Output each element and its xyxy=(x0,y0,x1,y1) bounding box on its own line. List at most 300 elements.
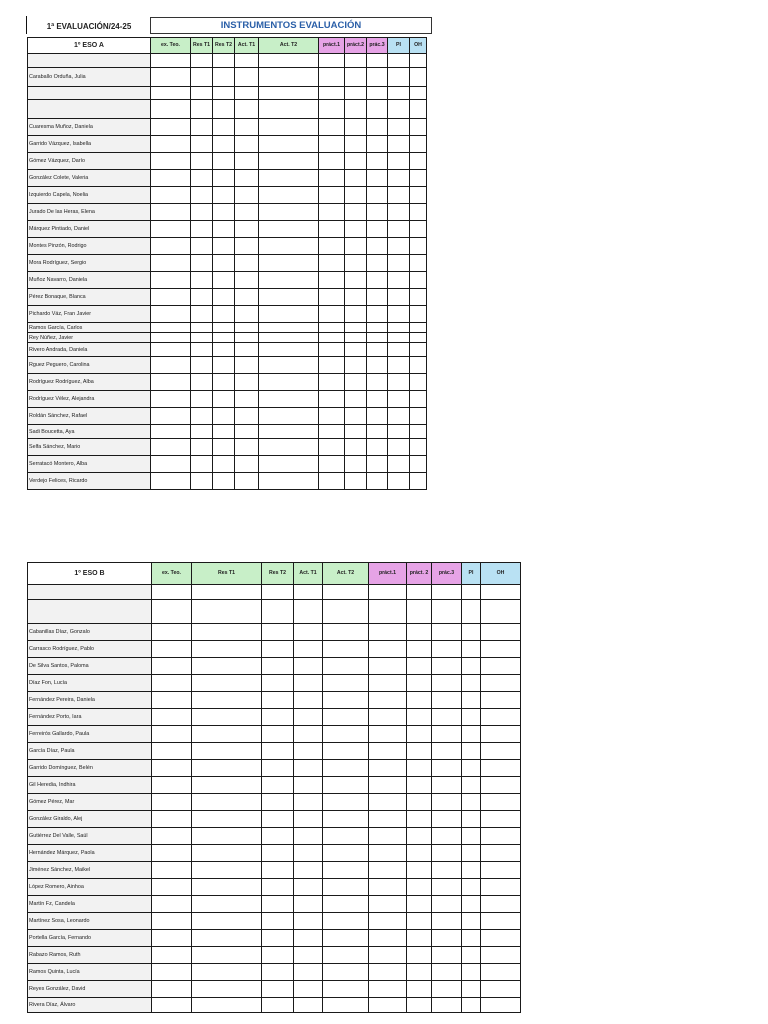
grade-cell[interactable] xyxy=(213,100,235,119)
grade-cell[interactable] xyxy=(407,600,432,624)
grade-cell[interactable] xyxy=(192,947,262,964)
grade-cell[interactable] xyxy=(367,456,388,473)
grade-cell[interactable] xyxy=(369,947,407,964)
grade-cell[interactable] xyxy=(432,760,462,777)
grade-cell[interactable] xyxy=(319,119,345,136)
grade-cell[interactable] xyxy=(345,343,367,357)
grade-cell[interactable] xyxy=(262,964,294,981)
grade-cell[interactable] xyxy=(462,777,481,794)
grade-cell[interactable] xyxy=(152,760,192,777)
grade-cell[interactable] xyxy=(319,170,345,187)
grade-cell[interactable] xyxy=(369,692,407,709)
grade-cell[interactable] xyxy=(462,930,481,947)
grade-cell[interactable] xyxy=(319,343,345,357)
grade-cell[interactable] xyxy=(432,913,462,930)
grade-cell[interactable] xyxy=(388,187,410,204)
grade-cell[interactable] xyxy=(152,675,192,692)
grade-cell[interactable] xyxy=(294,828,323,845)
grade-cell[interactable] xyxy=(259,391,319,408)
grade-cell[interactable] xyxy=(410,391,427,408)
grade-cell[interactable] xyxy=(151,391,191,408)
grade-cell[interactable] xyxy=(345,255,367,272)
grade-cell[interactable] xyxy=(462,624,481,641)
grade-cell[interactable] xyxy=(294,896,323,913)
grade-cell[interactable] xyxy=(151,456,191,473)
grade-cell[interactable] xyxy=(481,743,521,760)
grade-cell[interactable] xyxy=(259,136,319,153)
grade-cell[interactable] xyxy=(319,54,345,68)
grade-cell[interactable] xyxy=(462,600,481,624)
grade-cell[interactable] xyxy=(191,204,213,221)
grade-cell[interactable] xyxy=(323,726,369,743)
grade-cell[interactable] xyxy=(369,777,407,794)
grade-cell[interactable] xyxy=(410,170,427,187)
grade-cell[interactable] xyxy=(191,357,213,374)
grade-cell[interactable] xyxy=(191,119,213,136)
grade-cell[interactable] xyxy=(151,119,191,136)
grade-cell[interactable] xyxy=(262,658,294,675)
grade-cell[interactable] xyxy=(151,187,191,204)
grade-cell[interactable] xyxy=(152,641,192,658)
grade-cell[interactable] xyxy=(294,641,323,658)
grade-cell[interactable] xyxy=(152,947,192,964)
grade-cell[interactable] xyxy=(462,896,481,913)
grade-cell[interactable] xyxy=(345,153,367,170)
grade-cell[interactable] xyxy=(192,585,262,600)
grade-cell[interactable] xyxy=(345,439,367,456)
grade-cell[interactable] xyxy=(432,777,462,794)
grade-cell[interactable] xyxy=(151,204,191,221)
grade-cell[interactable] xyxy=(294,811,323,828)
grade-cell[interactable] xyxy=(407,760,432,777)
grade-cell[interactable] xyxy=(323,794,369,811)
grade-cell[interactable] xyxy=(319,153,345,170)
grade-cell[interactable] xyxy=(432,964,462,981)
grade-cell[interactable] xyxy=(432,930,462,947)
grade-cell[interactable] xyxy=(235,136,259,153)
grade-cell[interactable] xyxy=(345,170,367,187)
grade-cell[interactable] xyxy=(388,391,410,408)
grade-cell[interactable] xyxy=(323,811,369,828)
grade-cell[interactable] xyxy=(213,439,235,456)
grade-cell[interactable] xyxy=(152,930,192,947)
grade-cell[interactable] xyxy=(151,255,191,272)
grade-cell[interactable] xyxy=(388,255,410,272)
grade-cell[interactable] xyxy=(345,204,367,221)
grade-cell[interactable] xyxy=(235,119,259,136)
grade-cell[interactable] xyxy=(369,794,407,811)
grade-cell[interactable] xyxy=(213,221,235,238)
grade-cell[interactable] xyxy=(462,726,481,743)
grade-cell[interactable] xyxy=(345,272,367,289)
grade-cell[interactable] xyxy=(367,170,388,187)
grade-cell[interactable] xyxy=(367,374,388,391)
grade-cell[interactable] xyxy=(367,238,388,255)
grade-cell[interactable] xyxy=(259,439,319,456)
grade-cell[interactable] xyxy=(410,54,427,68)
grade-cell[interactable] xyxy=(294,794,323,811)
grade-cell[interactable] xyxy=(294,692,323,709)
grade-cell[interactable] xyxy=(432,600,462,624)
grade-cell[interactable] xyxy=(235,100,259,119)
grade-cell[interactable] xyxy=(367,323,388,333)
grade-cell[interactable] xyxy=(213,306,235,323)
grade-cell[interactable] xyxy=(319,425,345,439)
grade-cell[interactable] xyxy=(432,692,462,709)
grade-cell[interactable] xyxy=(369,998,407,1013)
grade-cell[interactable] xyxy=(462,862,481,879)
grade-cell[interactable] xyxy=(345,425,367,439)
grade-cell[interactable] xyxy=(235,54,259,68)
grade-cell[interactable] xyxy=(152,726,192,743)
grade-cell[interactable] xyxy=(319,100,345,119)
grade-cell[interactable] xyxy=(345,289,367,306)
grade-cell[interactable] xyxy=(152,862,192,879)
grade-cell[interactable] xyxy=(191,425,213,439)
grade-cell[interactable] xyxy=(151,473,191,490)
grade-cell[interactable] xyxy=(262,811,294,828)
grade-cell[interactable] xyxy=(191,187,213,204)
grade-cell[interactable] xyxy=(235,272,259,289)
grade-cell[interactable] xyxy=(259,204,319,221)
grade-cell[interactable] xyxy=(345,187,367,204)
grade-cell[interactable] xyxy=(410,255,427,272)
grade-cell[interactable] xyxy=(235,391,259,408)
grade-cell[interactable] xyxy=(235,187,259,204)
grade-cell[interactable] xyxy=(345,374,367,391)
grade-cell[interactable] xyxy=(191,408,213,425)
grade-cell[interactable] xyxy=(345,238,367,255)
grade-cell[interactable] xyxy=(481,811,521,828)
grade-cell[interactable] xyxy=(388,119,410,136)
grade-cell[interactable] xyxy=(191,272,213,289)
grade-cell[interactable] xyxy=(191,100,213,119)
grade-cell[interactable] xyxy=(294,624,323,641)
grade-cell[interactable] xyxy=(235,68,259,87)
grade-cell[interactable] xyxy=(410,272,427,289)
grade-cell[interactable] xyxy=(152,600,192,624)
grade-cell[interactable] xyxy=(259,374,319,391)
grade-cell[interactable] xyxy=(345,473,367,490)
grade-cell[interactable] xyxy=(388,323,410,333)
grade-cell[interactable] xyxy=(294,862,323,879)
grade-cell[interactable] xyxy=(323,641,369,658)
grade-cell[interactable] xyxy=(462,743,481,760)
grade-cell[interactable] xyxy=(367,68,388,87)
grade-cell[interactable] xyxy=(192,709,262,726)
grade-cell[interactable] xyxy=(235,374,259,391)
grade-cell[interactable] xyxy=(319,238,345,255)
grade-cell[interactable] xyxy=(259,238,319,255)
grade-cell[interactable] xyxy=(152,692,192,709)
grade-cell[interactable] xyxy=(432,709,462,726)
grade-cell[interactable] xyxy=(407,709,432,726)
grade-cell[interactable] xyxy=(367,136,388,153)
grade-cell[interactable] xyxy=(262,675,294,692)
grade-cell[interactable] xyxy=(432,811,462,828)
grade-cell[interactable] xyxy=(319,408,345,425)
grade-cell[interactable] xyxy=(481,845,521,862)
grade-cell[interactable] xyxy=(192,896,262,913)
grade-cell[interactable] xyxy=(388,333,410,343)
grade-cell[interactable] xyxy=(213,408,235,425)
grade-cell[interactable] xyxy=(259,87,319,100)
grade-cell[interactable] xyxy=(410,473,427,490)
grade-cell[interactable] xyxy=(319,333,345,343)
grade-cell[interactable] xyxy=(294,930,323,947)
grade-cell[interactable] xyxy=(367,306,388,323)
grade-cell[interactable] xyxy=(323,760,369,777)
grade-cell[interactable] xyxy=(481,828,521,845)
grade-cell[interactable] xyxy=(152,811,192,828)
grade-cell[interactable] xyxy=(235,238,259,255)
grade-cell[interactable] xyxy=(191,473,213,490)
grade-cell[interactable] xyxy=(410,87,427,100)
grade-cell[interactable] xyxy=(213,153,235,170)
grade-cell[interactable] xyxy=(235,153,259,170)
grade-cell[interactable] xyxy=(369,709,407,726)
grade-cell[interactable] xyxy=(388,136,410,153)
grade-cell[interactable] xyxy=(462,811,481,828)
grade-cell[interactable] xyxy=(345,323,367,333)
grade-cell[interactable] xyxy=(462,658,481,675)
grade-cell[interactable] xyxy=(262,641,294,658)
grade-cell[interactable] xyxy=(262,998,294,1013)
grade-cell[interactable] xyxy=(319,323,345,333)
grade-cell[interactable] xyxy=(462,709,481,726)
grade-cell[interactable] xyxy=(191,323,213,333)
grade-cell[interactable] xyxy=(345,221,367,238)
grade-cell[interactable] xyxy=(410,408,427,425)
grade-cell[interactable] xyxy=(462,641,481,658)
grade-cell[interactable] xyxy=(388,54,410,68)
grade-cell[interactable] xyxy=(151,374,191,391)
grade-cell[interactable] xyxy=(481,585,521,600)
grade-cell[interactable] xyxy=(151,323,191,333)
grade-cell[interactable] xyxy=(259,408,319,425)
grade-cell[interactable] xyxy=(407,964,432,981)
grade-cell[interactable] xyxy=(407,862,432,879)
grade-cell[interactable] xyxy=(481,760,521,777)
grade-cell[interactable] xyxy=(262,692,294,709)
grade-cell[interactable] xyxy=(213,374,235,391)
grade-cell[interactable] xyxy=(259,221,319,238)
grade-cell[interactable] xyxy=(151,408,191,425)
grade-cell[interactable] xyxy=(481,930,521,947)
grade-cell[interactable] xyxy=(462,675,481,692)
grade-cell[interactable] xyxy=(213,68,235,87)
grade-cell[interactable] xyxy=(191,306,213,323)
grade-cell[interactable] xyxy=(213,170,235,187)
grade-cell[interactable] xyxy=(388,357,410,374)
grade-cell[interactable] xyxy=(262,947,294,964)
grade-cell[interactable] xyxy=(191,343,213,357)
grade-cell[interactable] xyxy=(259,100,319,119)
grade-cell[interactable] xyxy=(407,726,432,743)
grade-cell[interactable] xyxy=(410,153,427,170)
grade-cell[interactable] xyxy=(213,473,235,490)
grade-cell[interactable] xyxy=(235,289,259,306)
grade-cell[interactable] xyxy=(294,845,323,862)
grade-cell[interactable] xyxy=(369,624,407,641)
grade-cell[interactable] xyxy=(410,343,427,357)
grade-cell[interactable] xyxy=(192,811,262,828)
grade-cell[interactable] xyxy=(192,981,262,998)
grade-cell[interactable] xyxy=(367,119,388,136)
grade-cell[interactable] xyxy=(294,709,323,726)
grade-cell[interactable] xyxy=(345,306,367,323)
grade-cell[interactable] xyxy=(369,743,407,760)
grade-cell[interactable] xyxy=(323,777,369,794)
grade-cell[interactable] xyxy=(410,204,427,221)
grade-cell[interactable] xyxy=(319,136,345,153)
grade-cell[interactable] xyxy=(388,343,410,357)
grade-cell[interactable] xyxy=(235,425,259,439)
grade-cell[interactable] xyxy=(369,879,407,896)
grade-cell[interactable] xyxy=(235,408,259,425)
grade-cell[interactable] xyxy=(151,289,191,306)
grade-cell[interactable] xyxy=(192,845,262,862)
grade-cell[interactable] xyxy=(235,357,259,374)
grade-cell[interactable] xyxy=(152,658,192,675)
grade-cell[interactable] xyxy=(191,136,213,153)
grade-cell[interactable] xyxy=(259,456,319,473)
grade-cell[interactable] xyxy=(319,187,345,204)
grade-cell[interactable] xyxy=(213,357,235,374)
grade-cell[interactable] xyxy=(151,439,191,456)
grade-cell[interactable] xyxy=(262,879,294,896)
grade-cell[interactable] xyxy=(262,862,294,879)
grade-cell[interactable] xyxy=(481,675,521,692)
grade-cell[interactable] xyxy=(262,845,294,862)
grade-cell[interactable] xyxy=(323,947,369,964)
grade-cell[interactable] xyxy=(259,153,319,170)
grade-cell[interactable] xyxy=(432,641,462,658)
grade-cell[interactable] xyxy=(407,930,432,947)
grade-cell[interactable] xyxy=(213,391,235,408)
grade-cell[interactable] xyxy=(319,272,345,289)
grade-cell[interactable] xyxy=(151,425,191,439)
grade-cell[interactable] xyxy=(407,794,432,811)
grade-cell[interactable] xyxy=(481,624,521,641)
grade-cell[interactable] xyxy=(294,879,323,896)
grade-cell[interactable] xyxy=(192,675,262,692)
grade-cell[interactable] xyxy=(407,845,432,862)
grade-cell[interactable] xyxy=(388,408,410,425)
grade-cell[interactable] xyxy=(388,272,410,289)
grade-cell[interactable] xyxy=(213,238,235,255)
grade-cell[interactable] xyxy=(432,981,462,998)
grade-cell[interactable] xyxy=(345,456,367,473)
grade-cell[interactable] xyxy=(367,343,388,357)
grade-cell[interactable] xyxy=(410,238,427,255)
grade-cell[interactable] xyxy=(235,221,259,238)
grade-cell[interactable] xyxy=(319,221,345,238)
grade-cell[interactable] xyxy=(259,187,319,204)
grade-cell[interactable] xyxy=(369,585,407,600)
grade-cell[interactable] xyxy=(262,913,294,930)
grade-cell[interactable] xyxy=(388,238,410,255)
grade-cell[interactable] xyxy=(369,600,407,624)
grade-cell[interactable] xyxy=(388,473,410,490)
grade-cell[interactable] xyxy=(369,896,407,913)
grade-cell[interactable] xyxy=(152,998,192,1013)
grade-cell[interactable] xyxy=(262,777,294,794)
grade-cell[interactable] xyxy=(259,119,319,136)
grade-cell[interactable] xyxy=(407,981,432,998)
grade-cell[interactable] xyxy=(262,726,294,743)
grade-cell[interactable] xyxy=(294,981,323,998)
grade-cell[interactable] xyxy=(192,777,262,794)
grade-cell[interactable] xyxy=(369,726,407,743)
grade-cell[interactable] xyxy=(213,323,235,333)
grade-cell[interactable] xyxy=(213,54,235,68)
grade-cell[interactable] xyxy=(191,333,213,343)
grade-cell[interactable] xyxy=(262,794,294,811)
grade-cell[interactable] xyxy=(262,600,294,624)
grade-cell[interactable] xyxy=(462,828,481,845)
grade-cell[interactable] xyxy=(481,726,521,743)
grade-cell[interactable] xyxy=(367,54,388,68)
grade-cell[interactable] xyxy=(367,87,388,100)
grade-cell[interactable] xyxy=(213,119,235,136)
grade-cell[interactable] xyxy=(410,187,427,204)
grade-cell[interactable] xyxy=(323,624,369,641)
grade-cell[interactable] xyxy=(262,585,294,600)
grade-cell[interactable] xyxy=(407,641,432,658)
grade-cell[interactable] xyxy=(294,675,323,692)
grade-cell[interactable] xyxy=(432,585,462,600)
grade-cell[interactable] xyxy=(388,456,410,473)
grade-cell[interactable] xyxy=(367,333,388,343)
grade-cell[interactable] xyxy=(213,289,235,306)
grade-cell[interactable] xyxy=(213,343,235,357)
grade-cell[interactable] xyxy=(481,794,521,811)
grade-cell[interactable] xyxy=(259,357,319,374)
grade-cell[interactable] xyxy=(191,221,213,238)
grade-cell[interactable] xyxy=(319,204,345,221)
grade-cell[interactable] xyxy=(367,255,388,272)
grade-cell[interactable] xyxy=(235,306,259,323)
grade-cell[interactable] xyxy=(191,170,213,187)
grade-cell[interactable] xyxy=(192,879,262,896)
grade-cell[interactable] xyxy=(345,100,367,119)
grade-cell[interactable] xyxy=(345,391,367,408)
grade-cell[interactable] xyxy=(388,425,410,439)
grade-cell[interactable] xyxy=(323,585,369,600)
grade-cell[interactable] xyxy=(213,87,235,100)
grade-cell[interactable] xyxy=(323,913,369,930)
grade-cell[interactable] xyxy=(407,675,432,692)
grade-cell[interactable] xyxy=(235,170,259,187)
grade-cell[interactable] xyxy=(319,306,345,323)
grade-cell[interactable] xyxy=(345,87,367,100)
grade-cell[interactable] xyxy=(319,439,345,456)
grade-cell[interactable] xyxy=(319,87,345,100)
grade-cell[interactable] xyxy=(367,153,388,170)
grade-cell[interactable] xyxy=(367,357,388,374)
grade-cell[interactable] xyxy=(191,374,213,391)
grade-cell[interactable] xyxy=(407,777,432,794)
grade-cell[interactable] xyxy=(259,272,319,289)
grade-cell[interactable] xyxy=(481,658,521,675)
grade-cell[interactable] xyxy=(388,374,410,391)
grade-cell[interactable] xyxy=(369,862,407,879)
grade-cell[interactable] xyxy=(294,658,323,675)
grade-cell[interactable] xyxy=(410,374,427,391)
grade-cell[interactable] xyxy=(481,692,521,709)
grade-cell[interactable] xyxy=(151,136,191,153)
